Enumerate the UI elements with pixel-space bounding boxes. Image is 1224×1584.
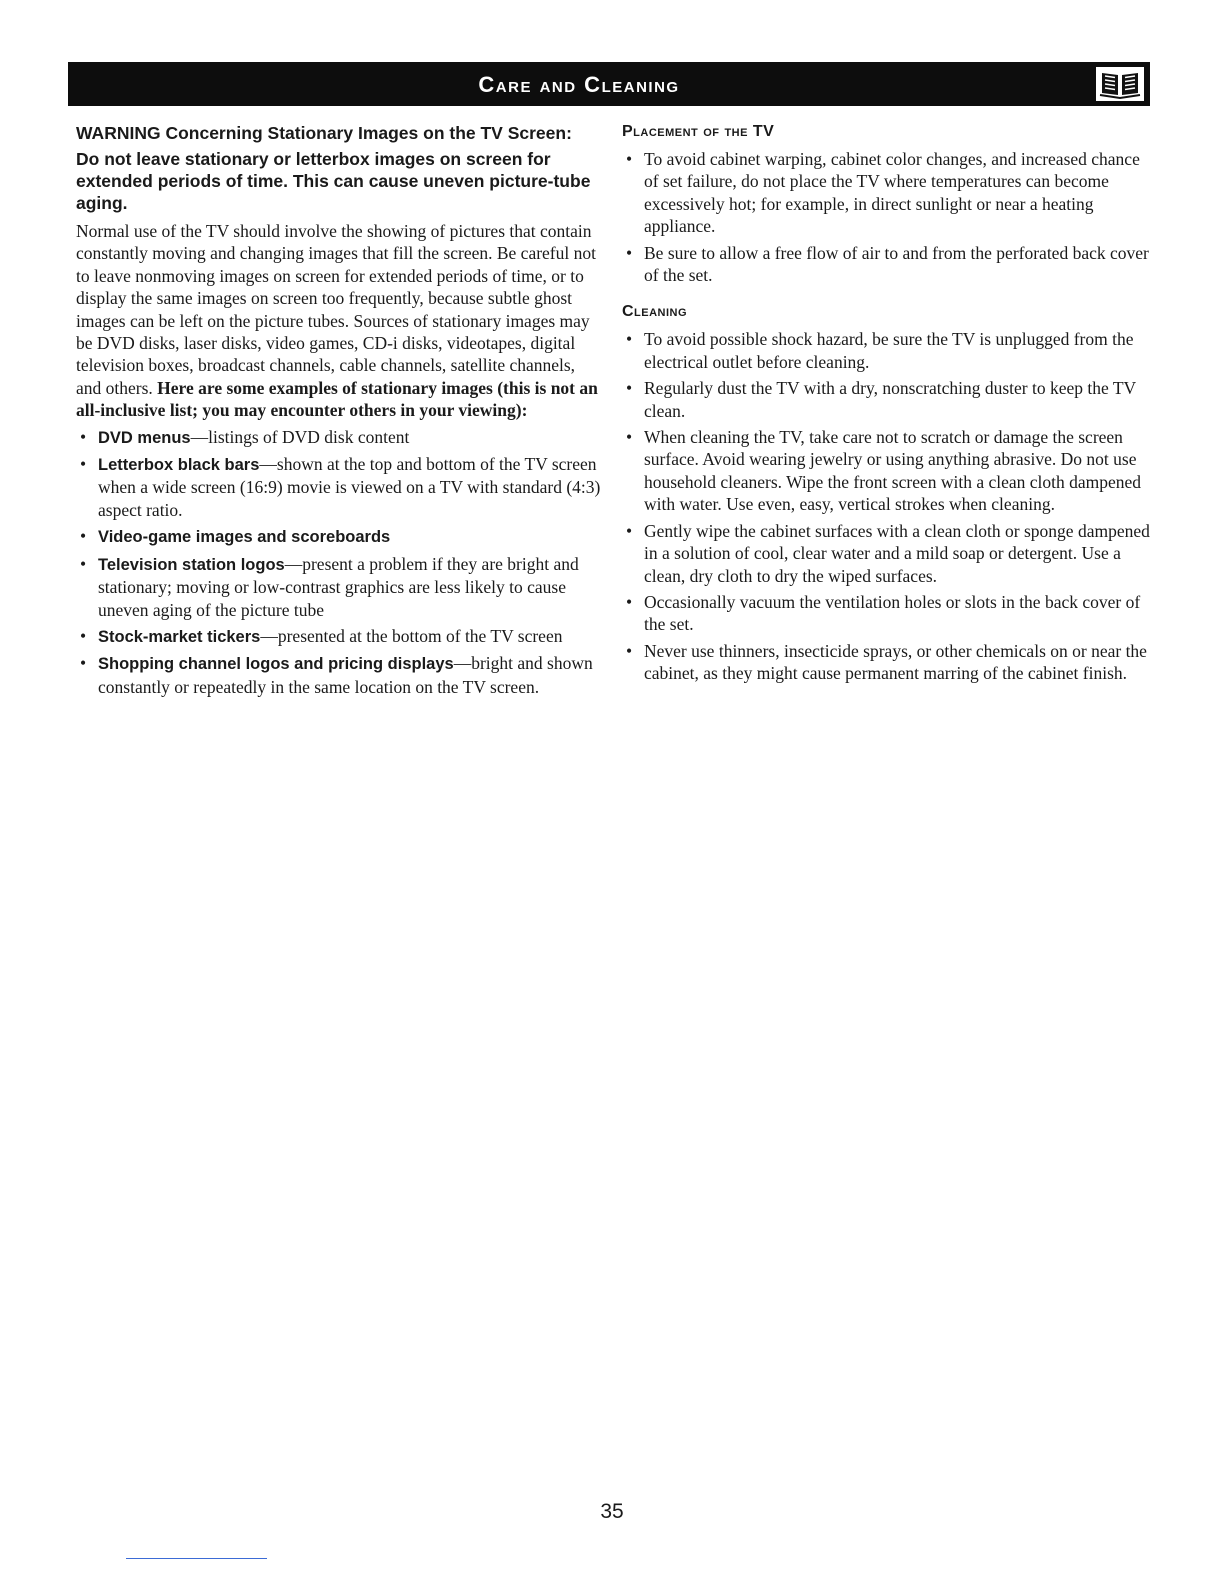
list-item: [622, 242, 1150, 287]
list-item-text: —bright and shown constantly or repeatedly in the same location on the TV screen.: [98, 653, 593, 697]
list-item-text: Regularly dust the TV with a dry, nonscratching duster to keep the TV clean.: [644, 378, 1136, 421]
bullet-icon: •: [626, 242, 633, 263]
paragraph-text: Normal use of the TV should involve the showing of pictures that contain constantly moving and changing images that fill the screen. Be careful not to leave nonmoving images on screen for extended periods of time, or to display the same images on screen too frequently, because subtle ghost images can be left on the picture tubes. Sources of stationary images may be DVD disks, laser disks, video games, CD-i disks, videotapes, digital television boxes, broadcast channels, cable channels, satellite channels, and others.: [76, 221, 596, 398]
list-item: [622, 520, 1150, 587]
book-icon: [1094, 65, 1146, 103]
bottom-rule: [126, 1558, 267, 1559]
list-item: [622, 426, 1150, 516]
list-item: [76, 625, 602, 648]
list-item-text: Never use thinners, insecticide sprays, or other chemicals on or near the cabinet, as they might cause permanent marring of the cabinet finish.: [644, 640, 1147, 684]
placement-heading: Placement of the TV: [622, 123, 775, 140]
bullet-icon: •: [626, 520, 633, 541]
list-item-lead: Letterbox black bars: [98, 456, 260, 475]
left-column: [76, 122, 602, 702]
bullet-icon: •: [80, 526, 87, 547]
section-header-bar: [68, 62, 1150, 106]
bullet-icon: •: [626, 640, 633, 661]
placement-list: [622, 148, 1150, 286]
bullet-icon: •: [80, 426, 87, 447]
bullet-icon: •: [80, 454, 87, 475]
list-item: [76, 453, 602, 521]
list-item: [622, 377, 1150, 422]
list-item-text: Be sure to allow a free flow of air to and from the perforated back cover of the set.: [644, 242, 1149, 286]
list-item: [76, 553, 602, 621]
list-item: [76, 525, 602, 548]
bullet-icon: •: [80, 653, 87, 674]
warning-paragraph: [76, 220, 602, 422]
list-item: [76, 426, 602, 449]
list-item-text: —shown at the top and bottom of the TV screen when a wide screen (16:9) movie is viewed on a TV with standard (4:3) aspect ratio.: [98, 454, 601, 520]
bullet-icon: •: [626, 427, 633, 448]
section-title: Care and Cleaning: [478, 72, 680, 97]
list-item-lead: Video-game images and scoreboards: [98, 528, 391, 547]
list-item: [622, 591, 1150, 636]
right-column: [622, 122, 1150, 689]
warning-title: WARNING Concerning Stationary Images on the TV Screen:: [76, 123, 572, 143]
cleaning-list: [622, 328, 1150, 684]
list-item-lead: Shopping channel logos and pricing displays: [98, 655, 454, 674]
list-item-lead: DVD menus: [98, 428, 191, 447]
bullet-icon: •: [80, 625, 87, 646]
list-item: [622, 640, 1150, 685]
paragraph-bold-text: Here are some examples of stationary images (this is not an all-inclusive list; you may encounter others in your viewing):: [76, 377, 598, 421]
bullet-icon: •: [626, 149, 633, 169]
list-item-text: —present a problem if they are bright and stationary; moving or low-contrast graphics are less likely to cause uneven aging of the picture tube: [98, 553, 579, 620]
list-item-text: —presented at the bottom of the TV screen: [260, 625, 563, 646]
list-item-text: When cleaning the TV, take care not to scratch or damage the screen surface. Avoid wearing jewelry or using anything abrasive. Do not use household cleaners. Wipe the front screen with a clean cloth dampened with water. Use even, easy, vertical strokes when cleaning.: [644, 427, 1142, 515]
bullet-icon: •: [626, 378, 633, 399]
list-item: [622, 328, 1150, 373]
stationary-images-list: [76, 426, 602, 698]
cleaning-heading: Cleaning: [622, 303, 688, 321]
list-item: [76, 652, 602, 698]
bullet-icon: •: [626, 329, 633, 350]
list-item-lead: Stock-market tickers: [98, 627, 261, 646]
warning-subtitle: Do not leave stationary or letterbox images on screen for extended periods of time. This can cause uneven picture-tube aging.: [76, 149, 591, 213]
list-item-text: —listings of DVD disk content: [190, 426, 410, 447]
list-item-lead: Television station logos: [98, 555, 285, 574]
list-item-text: Gently wipe the cabinet surfaces with a clean cloth or sponge dampened in a solution of cool, clear water and a mild soap or detergent. Use a clean, dry cloth to dry the wiped surfaces.: [644, 520, 1150, 586]
bullet-icon: •: [626, 591, 633, 612]
list-item: [622, 148, 1150, 238]
page-number: 35: [600, 1500, 624, 1523]
list-item-text: Occasionally vacuum the ventilation holes or slots in the back cover of the set.: [644, 591, 1141, 635]
bullet-icon: •: [80, 553, 87, 574]
list-item-text: To avoid cabinet warping, cabinet color changes, and increased chance of set failure, do not place the TV where temperatures can become excessively hot; for example, in direct sunlight or near a heating appliance.: [644, 149, 1140, 237]
list-item-text: To avoid possible shock hazard, be sure the TV is unplugged from the electrical outlet before cleaning.: [644, 329, 1134, 372]
